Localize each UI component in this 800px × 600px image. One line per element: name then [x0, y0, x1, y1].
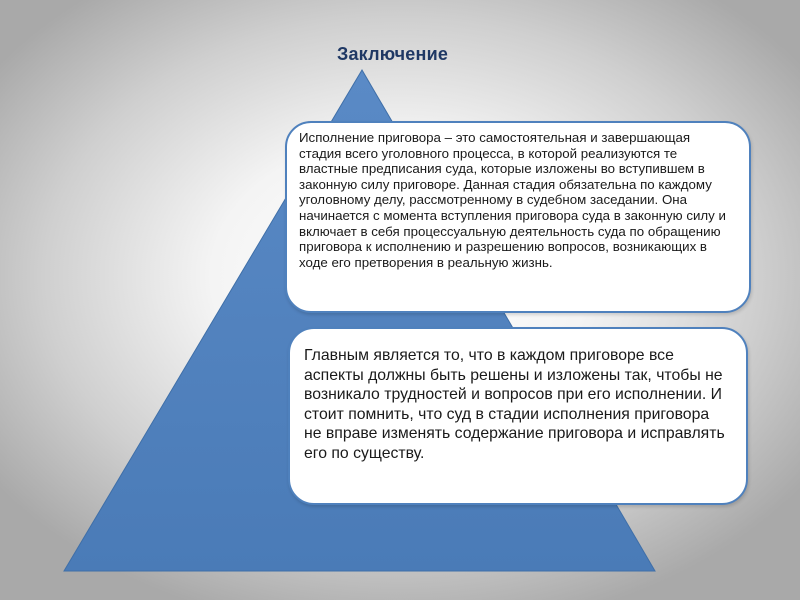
- definition-text: Исполнение приговора – это самостоятельная и завершающая стадия всего уголовного процесса, в которой реализуются те властные предписания суда, которые изложены во вступившем в законную силу приговоре. Данная стадия обязательна по каждому уголовному делу, рассмотренному в судебном заседании. Она начинается с момента вступления приговора суда в законную силу и включает в себя процессуальную деятельность суда по обращению приговора к исполнению и разрешению вопросов, возникающих в ходе его претворения в реальную жизнь.: [299, 130, 726, 270]
- conclusion-box: [288, 327, 748, 505]
- conclusion-text: Главным является то, что в каждом приговоре все аспекты должны быть решены и изложены так, чтобы не возникало трудностей и вопросов при его исполнении. И стоит помнить, что суд в стадии исполнения приговора не вправе изменять содержание приговора и исправлять его по существу.: [304, 347, 725, 462]
- definition-box: [285, 121, 751, 313]
- slide-title: Заключение: [337, 44, 449, 64]
